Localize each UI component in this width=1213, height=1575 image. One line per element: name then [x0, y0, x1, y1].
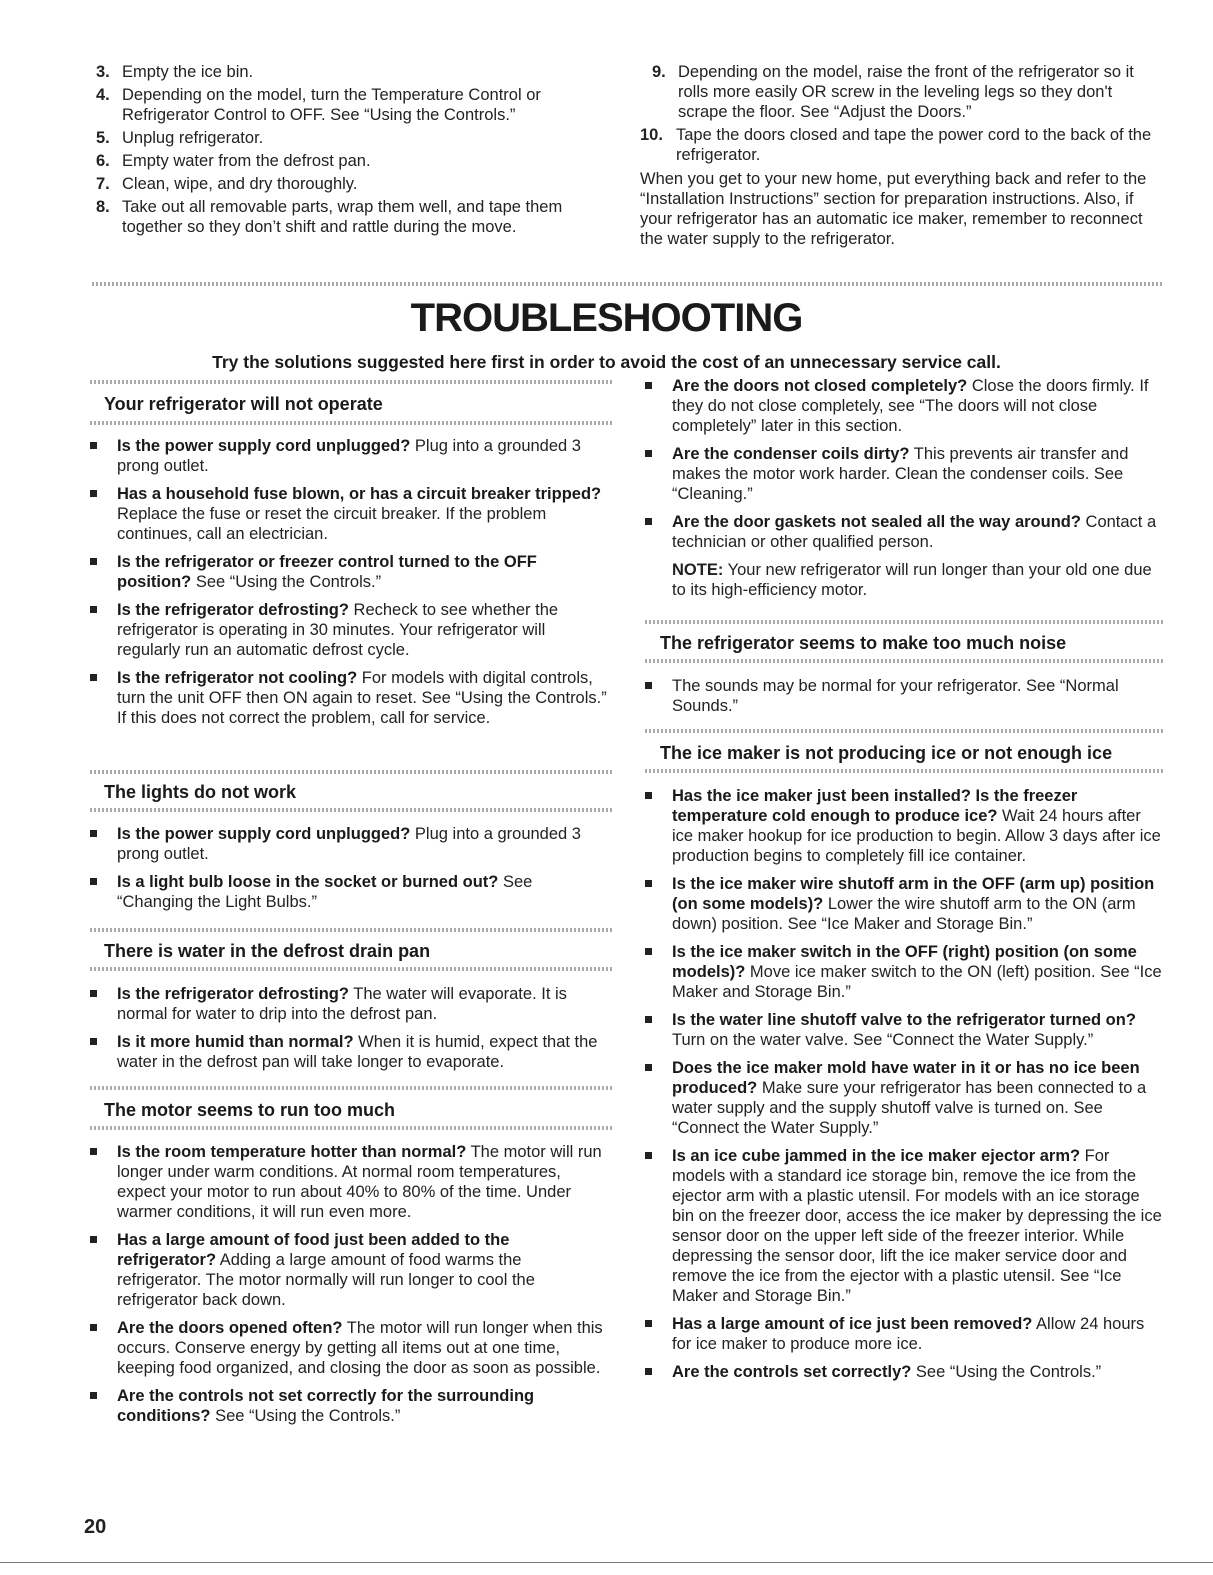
step-item: 5. Unplug refrigerator.: [96, 129, 264, 147]
list-item: Is the power supply cord unplugged? Plug into a grounded 3 prong outlet.: [88, 436, 608, 476]
bullet-icon: [88, 824, 117, 864]
step-item: 9. Depending on the model, raise the front of the refrigerator so it rolls more easily OR screw in the leveling legs so they don't scrape the floor. See “Adjust the Doors.”: [652, 63, 1134, 121]
bullet-icon: [88, 552, 117, 592]
list-item: Is the refrigerator defrosting? Recheck to see whether the refrigerator is operating in 30 minutes. Your refrigerator will regularly run an automatic defrost cycle.: [88, 600, 608, 660]
bullet-icon: [88, 600, 117, 660]
step-item: 8. Take out all removable parts, wrap them well, and tape them together so they don’t shift and rattle during the move.: [96, 198, 563, 236]
section-divider: [90, 928, 612, 932]
bullet-icon: [88, 668, 117, 728]
list-item: Is the refrigerator or freezer control turned to the OFF position? See “Using the Controls.”: [88, 552, 608, 592]
bullet-icon: [88, 484, 117, 544]
list-item: Is it more humid than normal? When it is humid, expect that the water in the defrost pan will take longer to evaporate.: [88, 1032, 608, 1072]
list-item: Is the refrigerator not cooling? For models with digital controls, turn the unit OFF then ON again to reset. See “Using the Controls.” If this does not correct the problem, call for service.: [88, 668, 608, 728]
moving-paragraph: When you get to your new home, put everything back and refer to the “Installation Instructions” section for preparation instructions. Also, if your refrigerator has an automatic ice maker, remember to reconnect the water supply to the refrigerator.: [640, 170, 1147, 248]
list-item: Is the ice maker switch in the OFF (right) position (on some models)? Move ice maker switch to the ON (left) position. See “Ice Maker and Storage Bin.”: [643, 942, 1163, 1002]
bullet-icon: [88, 1032, 117, 1072]
section-heading: Your refrigerator will not operate: [104, 394, 383, 414]
list-item: Are the condenser coils dirty? This prevents air transfer and makes the motor work harder. Clean the condenser coils. See “Cleaning.”: [643, 444, 1163, 504]
bullet-icon: [643, 786, 672, 866]
list-item: Has the ice maker just been installed? Is the freezer temperature cold enough to produce ice? Wait 24 hours after ice maker hookup for ice production to begin. Allow 3 days after ice production begins to completely fill ice container.: [643, 786, 1163, 866]
section-divider: [90, 380, 612, 384]
section-divider: [645, 769, 1163, 773]
bullet-icon: [88, 1318, 117, 1378]
bullet-icon: [88, 1386, 117, 1426]
list-item: Has a large amount of food just been added to the refrigerator? Adding a large amount of food warms the refrigerator. The motor normally will run longer to cool the refrigerator back down.: [88, 1230, 608, 1310]
section-divider: [90, 770, 612, 774]
list-item: Is the room temperature hotter than normal? The motor will run longer under warm conditions. At normal room temperatures, expect your motor to run about 40% to 80% of the time. Under warmer conditions, it will run even more.: [88, 1142, 608, 1222]
section-divider: [92, 282, 1164, 286]
step-item: 7. Clean, wipe, and dry thoroughly.: [96, 175, 358, 193]
section-heading: The refrigerator seems to make too much noise: [660, 633, 1067, 653]
section-heading: The ice maker is not producing ice or not enough ice: [660, 743, 1113, 763]
moving-steps-left: [96, 62, 616, 240]
bullet-icon: [643, 1362, 672, 1382]
bullet-icon: [643, 676, 672, 716]
section-water-pan: [88, 984, 608, 1080]
list-item: The sounds may be normal for your refrigerator. See “Normal Sounds.”: [643, 676, 1163, 716]
bullet-icon: [643, 444, 672, 504]
bullet-icon: [643, 376, 672, 436]
bullet-icon: [88, 1142, 117, 1222]
section-heading: There is water in the defrost drain pan: [104, 941, 431, 961]
section-divider: [645, 729, 1163, 733]
section-lights: [88, 824, 608, 920]
section-divider: [645, 620, 1163, 624]
section-divider: [90, 967, 612, 971]
list-item: Is the refrigerator defrosting? The water will evaporate. It is normal for water to drip into the defrost pan.: [88, 984, 608, 1024]
list-item: Are the controls set correctly? See “Using the Controls.”: [643, 1362, 1163, 1382]
list-item: Is the ice maker wire shutoff arm in the OFF (arm up) position (on some models)? Lower the wire shutoff arm to the ON (arm down) position. See “Ice Maker and Storage Bin.”: [643, 874, 1163, 934]
section-motor: [88, 1142, 608, 1434]
note-text: NOTE: Your new refrigerator will run longer than your old one due to its high-efficiency motor.: [672, 561, 1152, 599]
section-heading: The motor seems to run too much: [104, 1100, 396, 1120]
bullet-icon: [643, 874, 672, 934]
section-divider: [90, 1086, 612, 1090]
list-item: Are the door gaskets not sealed all the way around? Contact a technician or other qualified person.: [643, 512, 1163, 552]
bullet-icon: [643, 1010, 672, 1050]
section-divider: [90, 1126, 612, 1130]
bullet-icon: [88, 872, 117, 912]
page-subtitle: Try the solutions suggested here first in order to avoid the cost of an unnecessary service call.: [212, 352, 1001, 372]
bullet-icon: [643, 1146, 672, 1306]
bullet-icon: [88, 436, 117, 476]
list-item: Does the ice maker mold have water in it or has no ice been produced? Make sure your refrigerator has been connected to a water supply and the supply shutoff valve is turned on. See “Connect the Water Supply.”: [643, 1058, 1163, 1138]
bullet-icon: [88, 1230, 117, 1310]
section-ice: [643, 786, 1163, 1390]
step-item: 4. Depending on the model, turn the Temperature Control or Refrigerator Control to OFF. See “Using the Controls.”: [96, 86, 541, 124]
bullet-icon: [643, 942, 672, 1002]
step-item: 3. Empty the ice bin.: [96, 63, 254, 81]
list-item: Has a large amount of ice just been removed? Allow 24 hours for ice maker to produce more ice.: [643, 1314, 1163, 1354]
list-item: Is a light bulb loose in the socket or burned out? See “Changing the Light Bulbs.”: [88, 872, 608, 912]
step-item: 10. Tape the doors closed and tape the power cord to the back of the refrigerator.: [640, 126, 1152, 164]
section-not-operate: [88, 436, 608, 736]
list-item: Is the power supply cord unplugged? Plug into a grounded 3 prong outlet.: [88, 824, 608, 864]
page-title: TROUBLESHOOTING: [410, 296, 803, 340]
section-heading: The lights do not work: [104, 782, 296, 802]
bullet-icon: [643, 1314, 672, 1354]
section-divider: [645, 659, 1163, 663]
section-motor-continued: [643, 376, 1163, 600]
bottom-rule: [0, 1562, 1213, 1563]
list-item: Are the controls not set correctly for the surrounding conditions? See “Using the Controls.”: [88, 1386, 608, 1426]
step-item: 6. Empty water from the defrost pan.: [96, 152, 371, 170]
moving-steps-right: [640, 62, 1162, 249]
section-divider: [90, 421, 612, 425]
list-item: Has a household fuse blown, or has a circuit breaker tripped? Replace the fuse or reset the circuit breaker. If the problem continues, call an electrician.: [88, 484, 608, 544]
bullet-icon: [88, 984, 117, 1024]
page-number: 20: [84, 1516, 107, 1538]
list-item: Is an ice cube jammed in the ice maker ejector arm? For models with a standard ice storage bin, remove the ice from the ejector arm with a plastic utensil. For models with an ice storage bin on the freezer door, access the ice maker by depressing the ice sensor door on the upper left side of the freezer interior. While depressing the sensor door, lift the ice maker service door and remove the ice from the ejector with a plastic utensil. See “Ice Maker and Storage Bin.”: [643, 1146, 1163, 1306]
bullet-icon: [643, 512, 672, 552]
list-item: Are the doors not closed completely? Close the doors firmly. If they do not close completely, see “The doors will not close completely” later in this section.: [643, 376, 1163, 436]
list-item: Is the water line shutoff valve to the refrigerator turned on? Turn on the water valve. See “Connect the Water Supply.”: [643, 1010, 1163, 1050]
list-item: Are the doors opened often? The motor will run longer when this occurs. Conserve energy by getting all items out at one time, keeping food organized, and closing the door as soon as possible.: [88, 1318, 608, 1378]
bullet-icon: [643, 1058, 672, 1138]
section-divider: [90, 808, 612, 812]
section-noise: [643, 676, 1163, 724]
